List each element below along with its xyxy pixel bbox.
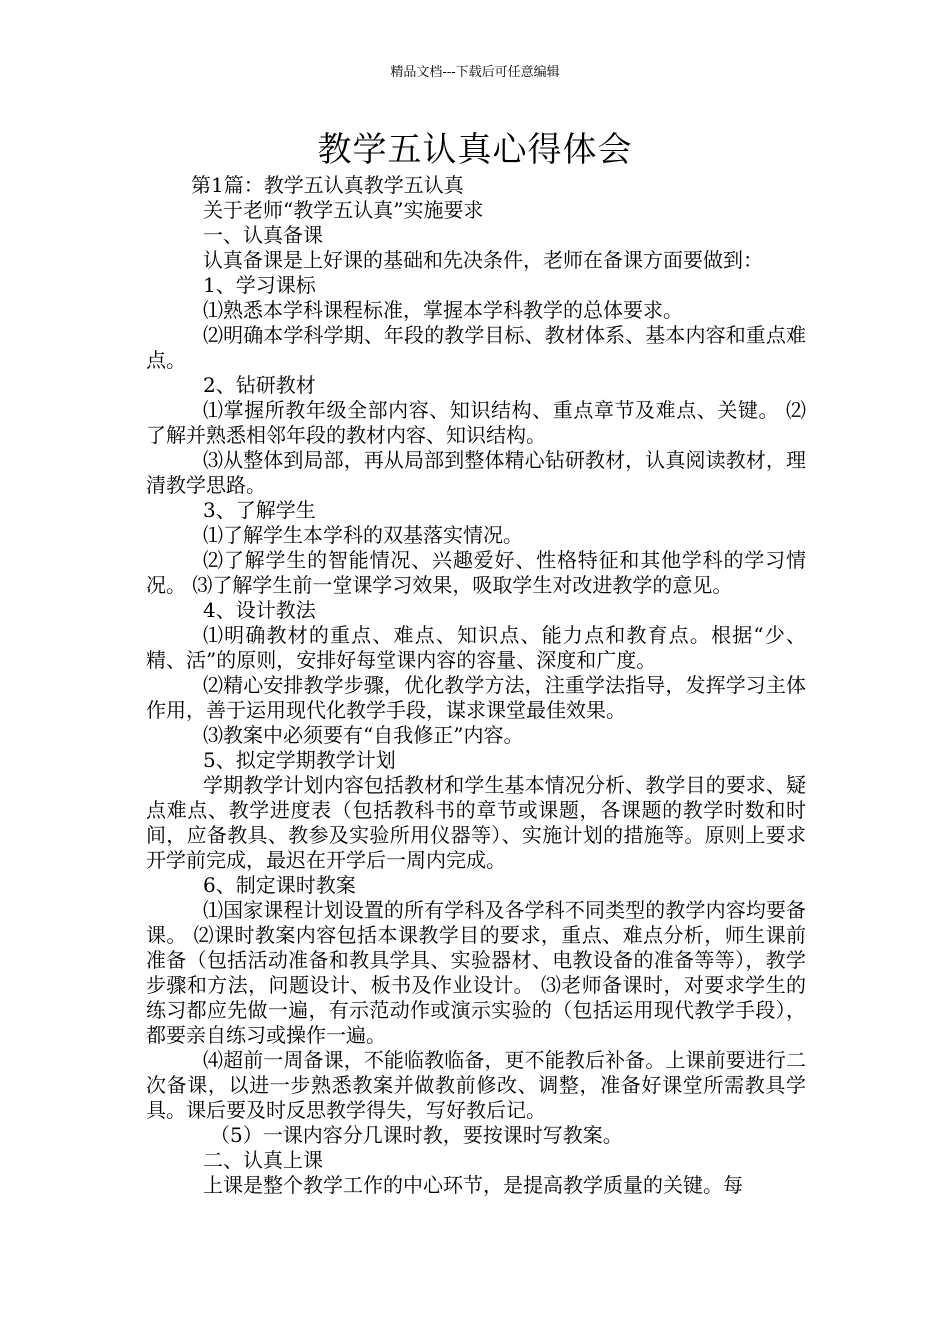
paragraph: ⑵了解学生的智能情况、兴趣爱好、性格特征和其他学科的学习情况。 ⑶了解学生前一堂课学习效果，吸取学生对改进教学的意见。: [146, 548, 806, 597]
paragraph: 关于老师“教学五认真”实施要求: [203, 198, 484, 222]
paragraph: 认真备课是上好课的基础和先决条件，老师在备课方面要做到：: [203, 248, 763, 272]
subsection-heading: 1、学习课标: [203, 273, 316, 297]
subsection-heading: 3、了解学生: [203, 498, 316, 522]
paragraph: ⑴熟悉本学科课程标准，掌握本学科教学的总体要求。: [203, 298, 683, 322]
subsection-heading: 6、制定课时教案: [203, 873, 356, 897]
paragraph: ⑷超前一周备课，不能临教临备，更不能教后补备。上课前要进行二次备课，以进一步熟悉教案并做教前修改、调整，准备好课堂所需教具学具。课后要及时反思教学得失，写好教后记。: [146, 1048, 806, 1122]
page-header: 精品文档---下载后可任意编辑: [390, 65, 560, 80]
paragraph: 上课是整个教学工作的中心环节，是提高教学质量的关键。每: [203, 1173, 743, 1197]
paragraph: ⑴掌握所教年级全部内容、知识结构、重点章节及难点、关键。 ⑵了解并熟悉相邻年段的教材内容、知识结构。: [146, 398, 806, 447]
document-body: [146, 173, 806, 1198]
paragraph: ⑵精心安排教学步骤，优化教学方法，注重学法指导，发挥学习主体作用，善于运用现代化教学手段，谋求课堂最佳效果。: [146, 673, 806, 722]
section-heading: 二、认真上课: [203, 1148, 323, 1172]
paragraph: ⑵明确本学科学期、年段的教学目标、教材体系、基本内容和重点难点。: [146, 323, 806, 372]
subsection-heading: 2、钻研教材: [203, 373, 316, 397]
paragraph: ⑴明确教材的重点、难点、知识点、能力点和教育点。根据“少、精、活”的原则，安排好每堂课内容的容量、深度和广度。: [146, 623, 806, 672]
paragraph: ⑶教案中必须要有“自我修正”内容。: [203, 723, 524, 747]
paragraph: 学期教学计划内容包括教材和学生基本情况分析、教学目的要求、疑点难点、教学进度表（包括教科书的章节或课题，各课题的教学时数和时间，应备教具、教参及实验所用仪器等）、实施计划的措施等。原则上要求开学前完成，最迟在开学后一周内完成。: [146, 773, 806, 872]
subsection-heading: 5、拟定学期教学计划: [203, 748, 396, 772]
paragraph: ⑴国家课程计划设置的所有学科及各学科不同类型的教学内容均要备课。 ⑵课时教案内容包括本课教学目的要求，重点、难点分析，师生课前准备（包括活动准备和教具学具、实验器材、电教设备的准备等等），教学步骤和方法，问题设计、板书及作业设计。 ⑶老师备课时，对要求学生的练习都应先做一遍，有示范动作或演示实验的（包括运用现代教学手段），都要亲自练习或操作一遍。: [146, 898, 806, 1047]
paragraph: ⑴了解学生本学科的双基落实情况。: [203, 523, 523, 547]
section-heading: 一、认真备课: [203, 223, 323, 247]
document-title: 教学五认真心得体会: [317, 130, 633, 170]
paragraph: （5）一课内容分几课时教，要按课时写教案。: [210, 1123, 623, 1147]
subsection-heading: 4、设计教法: [203, 598, 316, 622]
paragraph: 第1篇：教学五认真教学五认真: [191, 173, 464, 197]
paragraph: ⑶从整体到局部，再从局部到整体精心钻研教材，认真阅读教材，理清教学思路。: [146, 448, 806, 497]
